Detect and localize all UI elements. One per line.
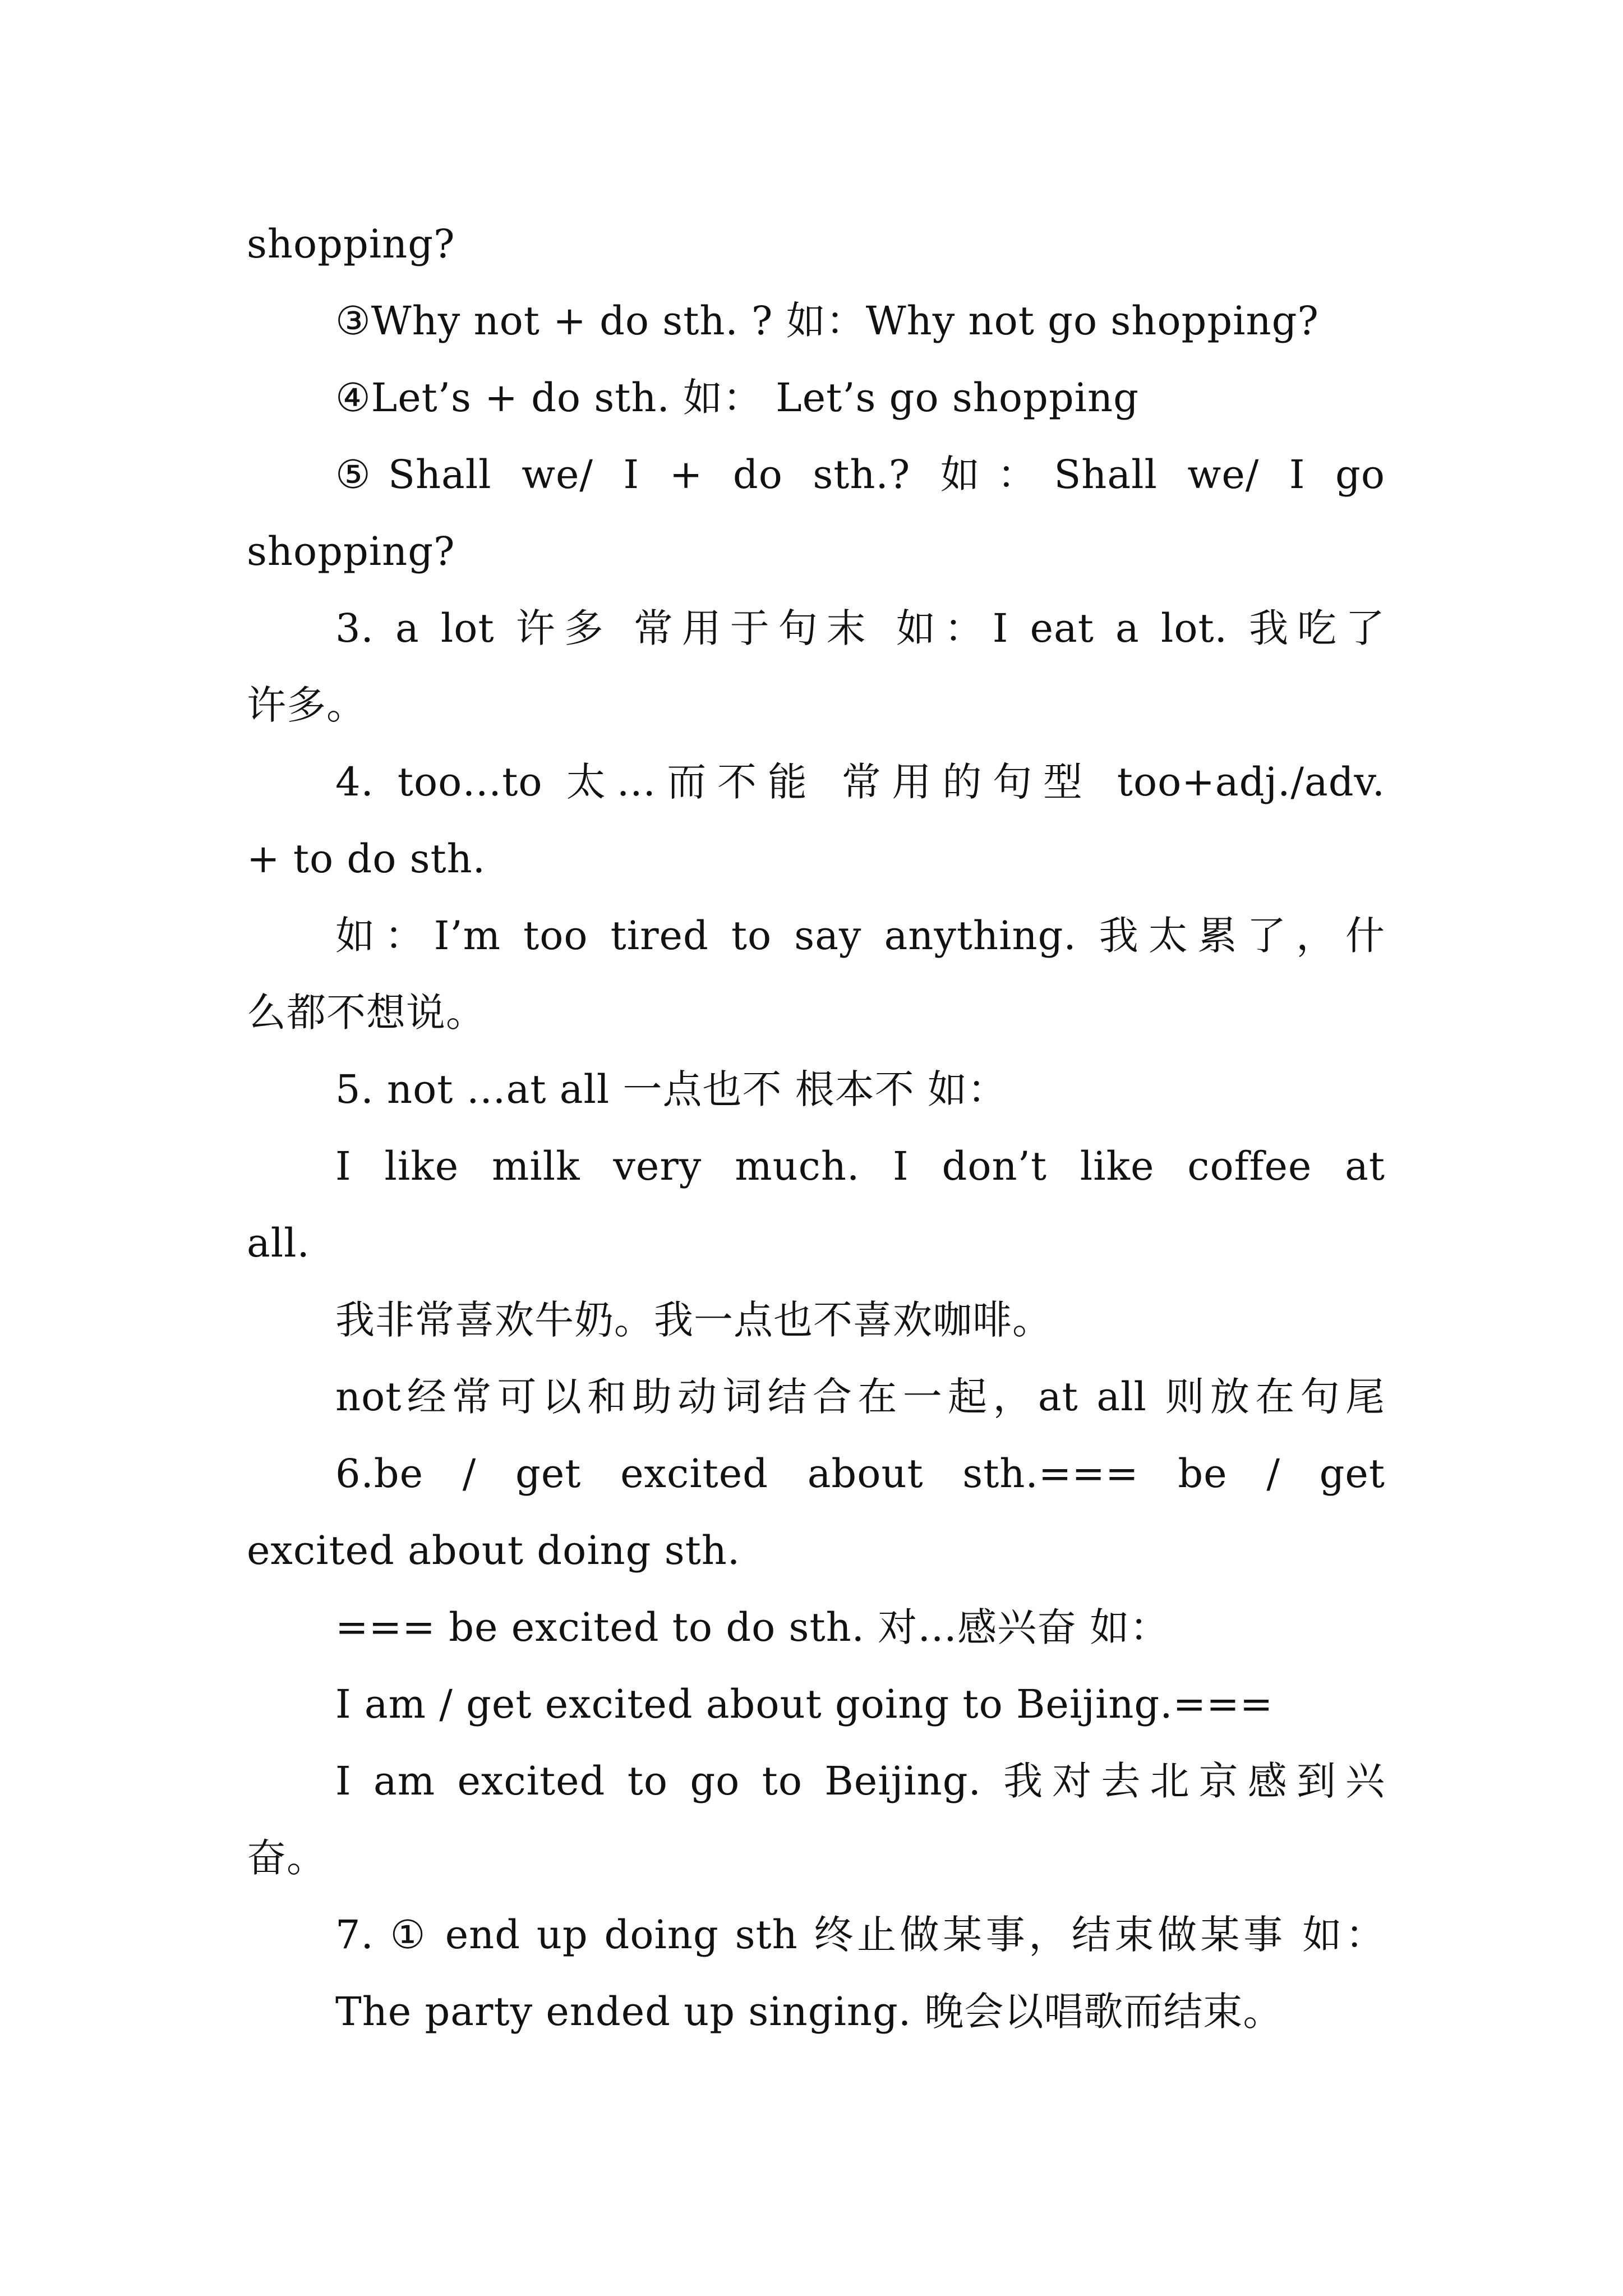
text-line: 6.be / get excited about sth.=== be / get — [335, 1451, 1385, 1497]
text-line: ④Let’s + do sth. 如： Let’s go shopping — [335, 375, 1139, 421]
text-line: I like milk very much. I don’t like coffee at — [335, 1143, 1385, 1189]
text-line: 7. ① end up doing sth 终止做某事，结束做某事 如： — [335, 1912, 1385, 1958]
text-line: 我非常喜欢牛奶。我一点也不喜欢咖啡。 — [335, 1297, 1052, 1343]
text-line: excited about doing sth. — [247, 1527, 741, 1573]
text-line: ③Why not + do sth. ? 如：Why not go shopping? — [335, 298, 1319, 344]
text-line: The party ended up singing. 晚会以唱歌而结束。 — [335, 1989, 1283, 2035]
text-line: 4. too…to 太…而不能 常用的句型 too+adj./adv. — [335, 759, 1385, 805]
text-line: + to do sth. — [247, 836, 486, 882]
text-line: all. — [247, 1220, 310, 1266]
text-line: I am excited to go to Beijing. 我对去北京感到兴 — [335, 1758, 1385, 1804]
text-line: 许多。 — [247, 682, 366, 728]
text-line: 奋。 — [247, 1835, 326, 1881]
text-line: 么都不想说。 — [247, 990, 486, 1036]
text-line: 3. a lot 许多 常用于句末 如：I eat a lot. 我吃了 — [335, 605, 1385, 651]
text-line: not经常可以和助动词结合在一起，at all 则放在句尾 — [335, 1374, 1385, 1420]
text-line: I am / get excited about going to Beijing.=== — [335, 1681, 1274, 1727]
text-line: 如：I’m too tired to say anything. 我太累了，什 — [335, 913, 1385, 959]
text-line: shopping? — [247, 528, 455, 574]
text-line: shopping? — [247, 221, 455, 267]
text-line: 5. not …at all 一点也不 根本不 如： — [335, 1066, 1008, 1112]
text-line: === be excited to do sth. 对…感兴奋 如： — [335, 1604, 1170, 1650]
text-line: ⑤Shall we/ I + do sth.? 如：Shall we/ I go — [335, 452, 1385, 498]
